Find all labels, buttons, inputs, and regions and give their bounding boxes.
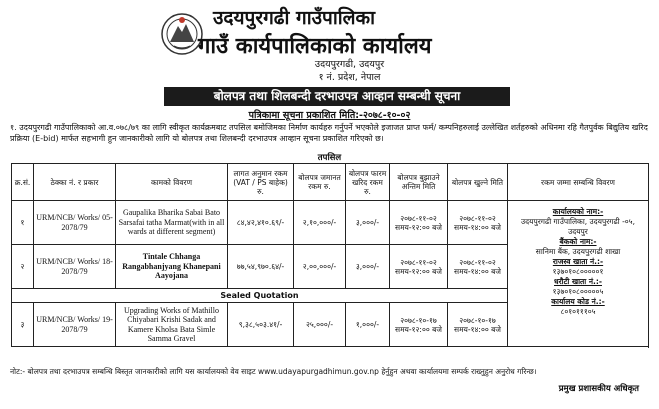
office-label: कार्यालयको नाम:-	[552, 207, 604, 216]
header-security: बोलपत्र जमानत रकम रु.	[294, 164, 346, 201]
deposit-no: १३७०१०८०००००५	[552, 287, 604, 296]
bank-name: सानिमा बैंक, उदयपुरगढी शाखा	[535, 247, 621, 256]
address-line2: १ नं. प्रदेश, नेपाल	[318, 72, 381, 83]
cell-description: Tintale Chhanga Rangabhanjyang Khanepani Aayojana	[116, 245, 228, 289]
office-code-label: कार्यालय कोड नं.:-	[551, 297, 605, 306]
header-deadline: बोलपत्र बुझाउने अन्तिम मिति	[390, 164, 448, 201]
header-sn: क्र.सं.	[12, 164, 34, 201]
header-contract: ठेक्का नं. र प्रकार	[34, 164, 116, 201]
header-form-fee: बोलपत्र फारम खरिद रकम रु.	[346, 164, 390, 201]
cell-security: २,००,०००/-	[294, 245, 346, 289]
cell-security: २५,०००/-	[294, 303, 346, 347]
cell-deadline: २०७८-१०-१७ समय-१२:०० बजे	[390, 303, 448, 347]
cell-estimate: ८४,४२,४१०.६९/-	[228, 201, 294, 245]
title-line2: गाउँ कार्यपालिकाको कार्यालय	[198, 34, 432, 59]
cell-contract: URM/NCB/ Works/ 19-2078/79	[34, 303, 116, 347]
cell-contract: URM/NCB/ Works/ 05-2078/79	[34, 201, 116, 245]
bid-table	[11, 163, 649, 347]
intro-paragraph: १. उदयपुरगढी गाउँपालिकाको आ.व.०७८/७९ का लागि स्वीकृत कार्यक्रमबाट तपसिल बमोजिमका निर्माण कार्यहरु गर्नुपर्ने भएकोले इजाजत प्राप्त फर्म/ कम्पनिहरुलाई उल्लेखित शर्तहरुको अधिनमा रहि गैतपुर्वक बिद्युतिय खरिद प्रक्रिया (E-bid) मार्फत सहभागी हुन जानकारीको लागि यो बोलपत्र तथा शिलबन्दी दरभाउपत्र आव्हान सूचना प्रकाशित गरिएको छ।	[10, 123, 648, 143]
header-opening: बोलपत्र खुल्ने मिति	[448, 164, 508, 201]
office-code: ८०१०१११०५	[560, 307, 596, 316]
cell-sn: ३	[12, 303, 34, 347]
revenue-label: राजस्व खाता नं.:-	[552, 257, 604, 266]
cell-sn: २	[12, 245, 34, 289]
footer-note: नोट:- बोलपत्र तथा दरभाउपत्र सम्बन्धि बिस्तृत जानकारीको लागि यस कार्यालयको वेव साइट www.udayapurgadhimun.gov.np हेर्नुहुन अथवा कार्यालयमा सम्पर्क राख्नुहुन अनुरोध गरिन्छ।	[10, 367, 537, 376]
cell-description: Gaupalika Bharika Sabai Bato Sarsafai tatha Marmat(with in all wards at different segment)	[116, 201, 228, 245]
cell-contract: URM/NCB/ Works/ 18-2078/79	[34, 245, 116, 289]
cell-opening: २०७८-११-०२ समय-१४:०० बजे	[448, 245, 508, 289]
header	[0, 0, 659, 86]
cell-opening: २०७८-१०-१७ समय-१४:०० बजे	[448, 303, 508, 347]
bank-label: बैंकको नाम:-	[559, 237, 597, 246]
sealed-quotation-label: Sealed Quotation	[12, 289, 508, 303]
cell-security: २,१०,०००/-	[294, 201, 346, 245]
cell-form-fee: ३,०००/-	[346, 201, 390, 245]
header-description: कामको विवरण	[116, 164, 228, 201]
notice-title: बोलपत्र तथा शिलबन्दी दरभाउपत्र आव्हान सम्बन्धी सूचना	[164, 87, 510, 106]
header-account: रकम जम्मा सम्बन्धि विवरण	[508, 164, 649, 201]
cell-estimate: ९,३८,५०३.४१/-	[228, 303, 294, 347]
signature: प्रमुख प्रशासकीय अधिकृत	[558, 384, 639, 394]
cell-description: Upgrading Works of Mathillo Chiyabari Krishi Sadak and Kamere Kholsa Bata Simle Samma Gravel	[116, 303, 228, 347]
revenue-no: १३७०१०८०००००१	[552, 267, 604, 276]
schedule-label: तपसिल	[317, 153, 342, 163]
cell-deadline: २०७८-११-०२ समय-१२:०० बजे	[390, 201, 448, 245]
deposit-label: धरौटी खाता नं.:-	[554, 277, 602, 286]
publication-date: पत्रिकामा सूचना प्रकाशित मिति:-२०७८-१०-०२	[248, 110, 411, 121]
cell-estimate: ७७,५४,९७०.६४/-	[228, 245, 294, 289]
office-name: उदयपुरगढी गाउँपालिका, उदयपुरगढी -०५, उदयपुर	[521, 217, 635, 236]
cell-deadline: २०७८-११-०२ समय-१२:०० बजे	[390, 245, 448, 289]
cell-form-fee: ३,०००/-	[346, 245, 390, 289]
table-header-row	[12, 164, 649, 201]
cell-form-fee: १,०००/-	[346, 303, 390, 347]
cell-opening: २०७८-११-०२ समय-१४:०० बजे	[448, 201, 508, 245]
title-line1: उदयपुरगढी गाउँपालिका	[213, 7, 376, 29]
header-estimate: लागत अनुमान रकम (VAT / PS बाहेक) रु.	[228, 164, 294, 201]
cell-sn: १	[12, 201, 34, 245]
address-line1: उदयपुरगढी, उदयपुर	[314, 59, 385, 70]
table-row	[12, 201, 649, 245]
account-details	[508, 201, 649, 347]
